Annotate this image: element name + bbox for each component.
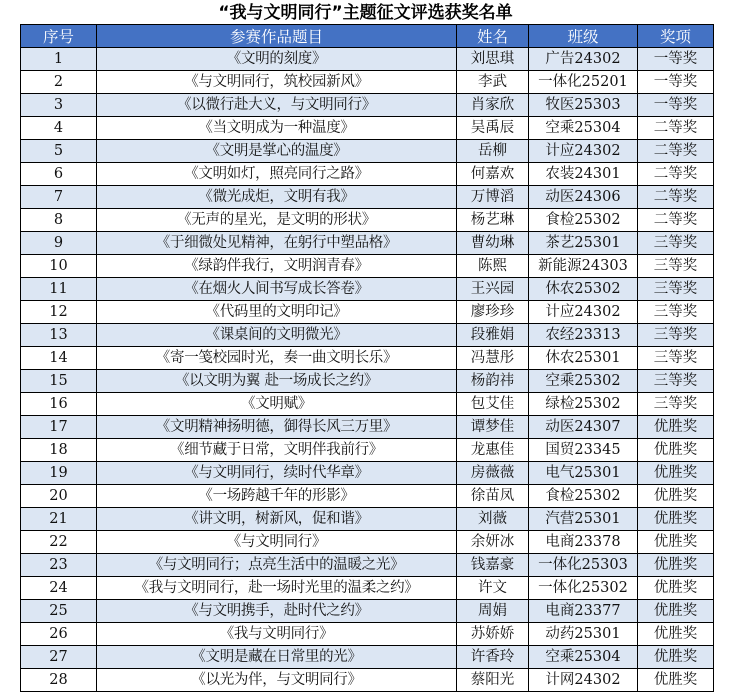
cell-no: 27 <box>21 646 97 669</box>
cell-work: 《与文明同行》 <box>97 531 457 554</box>
cell-award: 二等奖 <box>638 117 714 140</box>
cell-award: 优胜奖 <box>638 554 714 577</box>
cell-award: 三等奖 <box>638 324 714 347</box>
cell-name: 许文 <box>457 577 529 600</box>
cell-name: 冯慧彤 <box>457 347 529 370</box>
cell-name: 陈熙 <box>457 255 529 278</box>
cell-no: 1 <box>21 48 97 71</box>
table-row <box>21 462 714 485</box>
cell-name: 苏娇娇 <box>457 623 529 646</box>
cell-work: 《无声的星光，是文明的形状》 <box>97 209 457 232</box>
cell-no: 9 <box>21 232 97 255</box>
cell-work: 《当文明成为一种温度》 <box>97 117 457 140</box>
table-body <box>21 48 714 692</box>
table-row <box>21 163 714 186</box>
cell-name: 曹幼琳 <box>457 232 529 255</box>
cell-class: 食检25302 <box>529 485 638 508</box>
cell-name: 刘思琪 <box>457 48 529 71</box>
table-row <box>21 140 714 163</box>
cell-work: 《我与文明同行》 <box>97 623 457 646</box>
cell-award: 优胜奖 <box>638 416 714 439</box>
cell-award: 优胜奖 <box>638 669 714 692</box>
cell-work: 《在烟火人间书写成长答卷》 <box>97 278 457 301</box>
table-row <box>21 508 714 531</box>
table-row <box>21 554 714 577</box>
cell-no: 2 <box>21 71 97 94</box>
cell-no: 15 <box>21 370 97 393</box>
cell-name: 岳柳 <box>457 140 529 163</box>
cell-no: 28 <box>21 669 97 692</box>
cell-award: 三等奖 <box>638 347 714 370</box>
cell-award: 优胜奖 <box>638 623 714 646</box>
table-row <box>21 186 714 209</box>
cell-no: 3 <box>21 94 97 117</box>
cell-name: 周娟 <box>457 600 529 623</box>
cell-no: 13 <box>21 324 97 347</box>
cell-award: 优胜奖 <box>638 600 714 623</box>
table-row <box>21 623 714 646</box>
cell-award: 三等奖 <box>638 255 714 278</box>
cell-work: 《我与文明同行，赴一场时光里的温柔之约》 <box>97 577 457 600</box>
table-row <box>21 646 714 669</box>
cell-work: 《文明是藏在日常里的光》 <box>97 646 457 669</box>
cell-no: 26 <box>21 623 97 646</box>
cell-name: 包艾佳 <box>457 393 529 416</box>
cell-award: 三等奖 <box>638 232 714 255</box>
cell-class: 空乘25302 <box>529 370 638 393</box>
column-header-work: 参赛作品题目 <box>97 25 457 48</box>
table-row <box>21 600 714 623</box>
cell-name: 吴禹辰 <box>457 117 529 140</box>
cell-no: 10 <box>21 255 97 278</box>
cell-class: 国贸23345 <box>529 439 638 462</box>
cell-name: 蔡阳光 <box>457 669 529 692</box>
cell-no: 16 <box>21 393 97 416</box>
cell-work: 《与文明携手，赴时代之约》 <box>97 600 457 623</box>
column-header-name: 姓名 <box>457 25 529 48</box>
cell-award: 一等奖 <box>638 94 714 117</box>
cell-class: 计应24302 <box>529 140 638 163</box>
table-row <box>21 485 714 508</box>
cell-no: 23 <box>21 554 97 577</box>
cell-award: 一等奖 <box>638 48 714 71</box>
cell-no: 21 <box>21 508 97 531</box>
cell-class: 农经23313 <box>529 324 638 347</box>
cell-work: 《文明赋》 <box>97 393 457 416</box>
cell-class: 汽营25301 <box>529 508 638 531</box>
cell-name: 王兴园 <box>457 278 529 301</box>
cell-name: 廖珍珍 <box>457 301 529 324</box>
table-row <box>21 209 714 232</box>
cell-class: 电商23378 <box>529 531 638 554</box>
cell-work: 《与文明同行，筑校园新风》 <box>97 71 457 94</box>
cell-work: 《寄一笺校园时光，奏一曲文明长乐》 <box>97 347 457 370</box>
cell-work: 《文明如灯，照亮同行之路》 <box>97 163 457 186</box>
cell-class: 电气25301 <box>529 462 638 485</box>
cell-class: 动药25301 <box>529 623 638 646</box>
cell-class: 计网24302 <box>529 669 638 692</box>
cell-class: 农装24301 <box>529 163 638 186</box>
cell-award: 三等奖 <box>638 278 714 301</box>
cell-class: 绿检25302 <box>529 393 638 416</box>
cell-award: 优胜奖 <box>638 531 714 554</box>
cell-award: 优胜奖 <box>638 462 714 485</box>
cell-class: 茶艺25301 <box>529 232 638 255</box>
cell-class: 一体化25303 <box>529 554 638 577</box>
cell-no: 7 <box>21 186 97 209</box>
cell-award: 优胜奖 <box>638 646 714 669</box>
cell-no: 4 <box>21 117 97 140</box>
cell-name: 龙惠佳 <box>457 439 529 462</box>
cell-work: 《与文明同行；点亮生活中的温暖之光》 <box>97 554 457 577</box>
cell-award: 优胜奖 <box>638 508 714 531</box>
cell-award: 二等奖 <box>638 140 714 163</box>
cell-class: 计应24302 <box>529 301 638 324</box>
table-row <box>21 370 714 393</box>
cell-award: 二等奖 <box>638 209 714 232</box>
cell-class: 电商23377 <box>529 600 638 623</box>
cell-award: 三等奖 <box>638 393 714 416</box>
cell-class: 休农25302 <box>529 278 638 301</box>
table-header-row <box>21 25 714 48</box>
cell-work: 《与文明同行，续时代华章》 <box>97 462 457 485</box>
cell-class: 空乘25304 <box>529 646 638 669</box>
table-row <box>21 301 714 324</box>
cell-class: 休农25301 <box>529 347 638 370</box>
cell-work: 《代码里的文明印记》 <box>97 301 457 324</box>
cell-no: 6 <box>21 163 97 186</box>
cell-name: 肖家欣 <box>457 94 529 117</box>
cell-no: 18 <box>21 439 97 462</box>
cell-work: 《微光成炬，文明有我》 <box>97 186 457 209</box>
cell-no: 19 <box>21 462 97 485</box>
table-row <box>21 117 714 140</box>
cell-work: 《文明的刻度》 <box>97 48 457 71</box>
cell-award: 二等奖 <box>638 163 714 186</box>
table-row <box>21 94 714 117</box>
cell-no: 11 <box>21 278 97 301</box>
cell-class: 食检25302 <box>529 209 638 232</box>
cell-name: 余妍冰 <box>457 531 529 554</box>
cell-work: 《以微行赴大义，与文明同行》 <box>97 94 457 117</box>
table-row <box>21 48 714 71</box>
cell-award: 一等奖 <box>638 71 714 94</box>
cell-no: 25 <box>21 600 97 623</box>
cell-no: 12 <box>21 301 97 324</box>
cell-name: 钱嘉豪 <box>457 554 529 577</box>
table-row <box>21 393 714 416</box>
column-header-no: 序号 <box>21 25 97 48</box>
table-row <box>21 255 714 278</box>
table-row <box>21 669 714 692</box>
column-header-class: 班级 <box>529 25 638 48</box>
cell-work: 《课桌间的文明微光》 <box>97 324 457 347</box>
cell-no: 20 <box>21 485 97 508</box>
cell-class: 广告24302 <box>529 48 638 71</box>
cell-name: 谭梦佳 <box>457 416 529 439</box>
table-row <box>21 232 714 255</box>
cell-name: 许香玲 <box>457 646 529 669</box>
awards-table <box>20 24 714 692</box>
cell-award: 优胜奖 <box>638 485 714 508</box>
cell-award: 优胜奖 <box>638 439 714 462</box>
cell-name: 房薇薇 <box>457 462 529 485</box>
cell-work: 《细节藏于日常，文明伴我前行》 <box>97 439 457 462</box>
page-title: “我与文明同行”主题征文评选获奖名单 <box>218 3 513 23</box>
cell-no: 24 <box>21 577 97 600</box>
cell-work: 《文明精神扬明德，御得长风三万里》 <box>97 416 457 439</box>
cell-award: 优胜奖 <box>638 577 714 600</box>
cell-work: 《讲文明，树新风，促和谐》 <box>97 508 457 531</box>
cell-class: 一体化25201 <box>529 71 638 94</box>
cell-no: 8 <box>21 209 97 232</box>
cell-no: 17 <box>21 416 97 439</box>
cell-class: 牧医25303 <box>529 94 638 117</box>
cell-work: 《一场跨越千年的形影》 <box>97 485 457 508</box>
cell-name: 李武 <box>457 71 529 94</box>
table-row <box>21 71 714 94</box>
cell-class: 动医24307 <box>529 416 638 439</box>
cell-work: 《于细微处见精神，在躬行中塑品格》 <box>97 232 457 255</box>
cell-class: 新能源24303 <box>529 255 638 278</box>
table-row <box>21 577 714 600</box>
cell-class: 空乘25304 <box>529 117 638 140</box>
cell-work: 《绿韵伴我行，文明润青春》 <box>97 255 457 278</box>
table-row <box>21 416 714 439</box>
table-row <box>21 278 714 301</box>
cell-name: 徐苗凤 <box>457 485 529 508</box>
cell-no: 5 <box>21 140 97 163</box>
cell-name: 段雅娟 <box>457 324 529 347</box>
cell-award: 三等奖 <box>638 370 714 393</box>
cell-work: 《以文明为翼 赴一场成长之约》 <box>97 370 457 393</box>
cell-no: 14 <box>21 347 97 370</box>
cell-name: 万博滔 <box>457 186 529 209</box>
cell-class: 一体化25302 <box>529 577 638 600</box>
cell-name: 刘薇 <box>457 508 529 531</box>
cell-name: 何嘉欢 <box>457 163 529 186</box>
cell-name: 杨艺琳 <box>457 209 529 232</box>
cell-award: 三等奖 <box>638 301 714 324</box>
cell-no: 22 <box>21 531 97 554</box>
table-row <box>21 347 714 370</box>
cell-name: 杨韵祎 <box>457 370 529 393</box>
column-header-award: 奖项 <box>638 25 714 48</box>
cell-award: 二等奖 <box>638 186 714 209</box>
cell-class: 动医24306 <box>529 186 638 209</box>
cell-work: 《以光为伴，与文明同行》 <box>97 669 457 692</box>
table-row <box>21 531 714 554</box>
table-row <box>21 324 714 347</box>
cell-work: 《文明是掌心的温度》 <box>97 140 457 163</box>
table-row <box>21 439 714 462</box>
